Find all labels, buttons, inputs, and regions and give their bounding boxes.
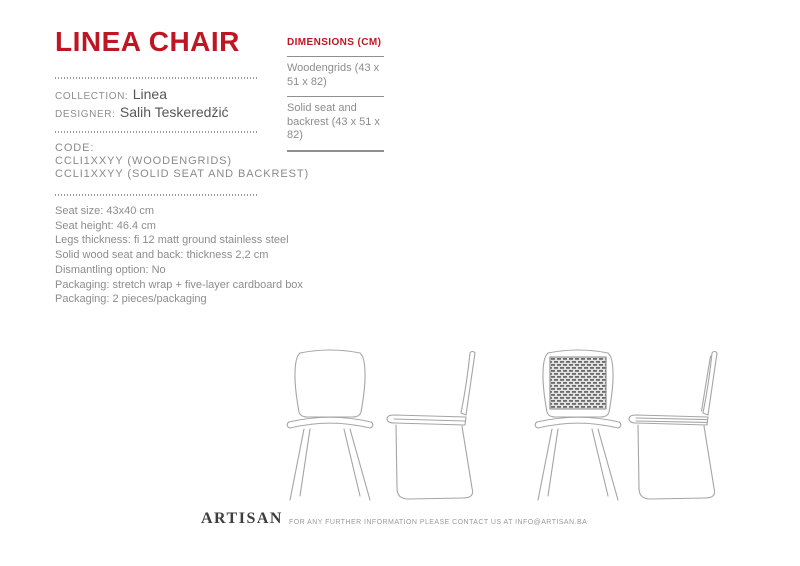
- meta-block: [55, 85, 229, 121]
- designer-label: DESIGNER:: [55, 109, 116, 120]
- spec-line: Seat height: 46.4 cm: [55, 219, 156, 232]
- code-line: CCLI1XXYY (WOODENGRIDS): [55, 155, 232, 167]
- spec-list: [55, 204, 303, 307]
- dotted-divider: [55, 77, 259, 79]
- code-block: [55, 142, 309, 181]
- dimensions-panel: [287, 37, 384, 152]
- spec-line: Packaging: stretch wrap + five-layer cardboard box: [55, 278, 303, 291]
- spec-line: Dismantling option: No: [55, 263, 166, 276]
- artisan-logo: ARTISAN: [201, 510, 283, 527]
- chair-side-view-woodengrids-drawing: [629, 352, 717, 500]
- dotted-divider: [55, 131, 259, 133]
- code-line: CCLI1XXYY (SOLID SEAT AND BACKREST): [55, 168, 310, 180]
- footer-contact-note: FOR ANY FURTHER INFORMATION PLEASE CONTACT US AT INFO@ARTISAN.BA: [289, 519, 588, 526]
- dimensions-row: Woodengrids (43 x 51 x 82): [287, 57, 384, 97]
- spec-line: Legs thickness: fi 12 matt ground stainless steel: [55, 234, 289, 247]
- chair-front-view-solid-drawing: [287, 350, 373, 500]
- dimensions-heading: DIMENSIONS (CM): [287, 37, 384, 57]
- chair-technical-drawings: [245, 340, 765, 515]
- chair-front-view-woodengrids-drawing: [535, 350, 621, 500]
- code-label: CODE:: [55, 142, 95, 154]
- page-title: LINEA CHAIR: [55, 26, 240, 57]
- designer-value: Salih Teskeredžić: [119, 104, 229, 120]
- dimensions-row: Solid seat and backrest (43 x 51 x 82): [287, 97, 384, 152]
- collection-value: Linea: [132, 86, 167, 102]
- collection-row: [55, 85, 229, 103]
- collection-label: COLLECTION:: [55, 91, 129, 102]
- spec-line: Packaging: 2 pieces/packaging: [55, 293, 207, 306]
- spec-line: Solid wood seat and back: thickness 2,2 cm: [55, 249, 269, 262]
- chair-side-view-solid-drawing: [387, 352, 475, 500]
- designer-row: [55, 103, 229, 121]
- dotted-divider: [55, 194, 259, 196]
- spec-line: Seat size: 43x40 cm: [55, 205, 155, 217]
